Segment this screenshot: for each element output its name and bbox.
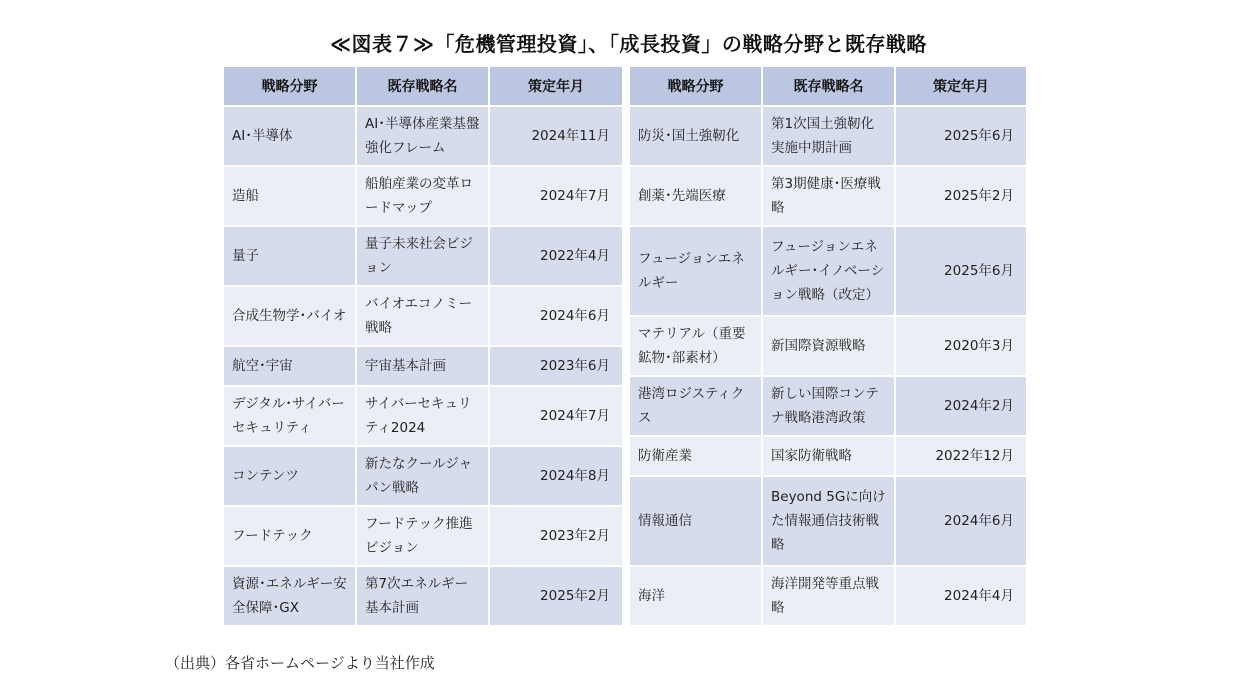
date-cell: 2024年6月 xyxy=(896,477,1026,565)
table-row xyxy=(224,347,622,385)
date-cell: 2025年6月 xyxy=(896,227,1026,315)
table-row xyxy=(630,227,1026,315)
strategy-cell: 新しい国際コンテナ戦略港湾政策 xyxy=(763,377,894,435)
table-row xyxy=(224,507,622,565)
strategy-cell: サイバーセキュリティ2024 xyxy=(357,387,488,445)
table-row xyxy=(630,167,1026,225)
date-cell: 2022年12月 xyxy=(896,437,1026,475)
table-row xyxy=(224,567,622,625)
table-row xyxy=(224,227,622,285)
date-cell: 2024年7月 xyxy=(490,167,622,225)
field-cell: 造船 xyxy=(224,167,355,225)
strategy-cell: 新たなクールジャパン戦略 xyxy=(357,447,488,505)
strategy-cell: 船舶産業の変革ロードマップ xyxy=(357,167,488,225)
field-cell: AI･半導体 xyxy=(224,107,355,165)
table-row xyxy=(630,317,1026,375)
header-field: 戦略分野 xyxy=(630,67,761,105)
strategy-cell: フュージョンエネルギー･イノベーション戦略（改定） xyxy=(763,227,894,315)
date-cell: 2020年3月 xyxy=(896,317,1026,375)
strategy-cell: 宇宙基本計画 xyxy=(357,347,488,385)
date-cell: 2023年6月 xyxy=(490,347,622,385)
field-cell: 防災･国土強靭化 xyxy=(630,107,761,165)
strategy-cell: 第1次国土強靭化実施中期計画 xyxy=(763,107,894,165)
header-strategy: 既存戦略名 xyxy=(763,67,894,105)
strategy-cell: AI･半導体産業基盤強化フレーム xyxy=(357,107,488,165)
header-strategy: 既存戦略名 xyxy=(357,67,488,105)
date-cell: 2024年6月 xyxy=(490,287,622,345)
strategy-cell: フードテック推進ビジョン xyxy=(357,507,488,565)
strategy-cell: Beyond 5Gに向けた情報通信技術戦略 xyxy=(763,477,894,565)
strategy-cell: 量子未来社会ビジョン xyxy=(357,227,488,285)
field-cell: コンテンツ xyxy=(224,447,355,505)
date-cell: 2024年7月 xyxy=(490,387,622,445)
table-row xyxy=(224,287,622,345)
table-header-row xyxy=(224,67,622,105)
figure-title: ≪図表７≫「危機管理投資」、「成長投資」の戦略分野と既存戦略 xyxy=(330,32,927,56)
table-row xyxy=(224,107,622,165)
date-cell: 2024年11月 xyxy=(490,107,622,165)
field-cell: フードテック xyxy=(224,507,355,565)
table-row xyxy=(630,107,1026,165)
table-row xyxy=(224,447,622,505)
field-cell: マテリアル（重要鉱物･部素材） xyxy=(630,317,761,375)
table-row xyxy=(630,477,1026,565)
header-field: 戦略分野 xyxy=(224,67,355,105)
field-cell: 情報通信 xyxy=(630,477,761,565)
date-cell: 2024年2月 xyxy=(896,377,1026,435)
table-row xyxy=(630,437,1026,475)
date-cell: 2024年8月 xyxy=(490,447,622,505)
header-date: 策定年月 xyxy=(896,67,1026,105)
strategy-cell: 新国際資源戦略 xyxy=(763,317,894,375)
field-cell: 創薬･先端医療 xyxy=(630,167,761,225)
date-cell: 2025年2月 xyxy=(896,167,1026,225)
table-header-row xyxy=(630,67,1026,105)
date-cell: 2023年2月 xyxy=(490,507,622,565)
table-row xyxy=(630,567,1026,625)
field-cell: 海洋 xyxy=(630,567,761,625)
table-row xyxy=(224,387,622,445)
strategy-table-right xyxy=(628,65,1028,627)
field-cell: デジタル･サイバーセキュリティ xyxy=(224,387,355,445)
field-cell: フュージョンエネルギー xyxy=(630,227,761,315)
date-cell: 2024年4月 xyxy=(896,567,1026,625)
strategy-table-left xyxy=(222,65,624,627)
strategy-cell: 第7次エネルギー基本計画 xyxy=(357,567,488,625)
field-cell: 港湾ロジスティクス xyxy=(630,377,761,435)
strategy-cell: 国家防衛戦略 xyxy=(763,437,894,475)
strategy-cell: 海洋開発等重点戦略 xyxy=(763,567,894,625)
table-row xyxy=(630,377,1026,435)
field-cell: 合成生物学･バイオ xyxy=(224,287,355,345)
table-row xyxy=(224,167,622,225)
field-cell: 量子 xyxy=(224,227,355,285)
field-cell: 資源･エネルギー安全保障･GX xyxy=(224,567,355,625)
source-note: （出典）各省ホームページより当社作成 xyxy=(165,654,435,672)
date-cell: 2025年2月 xyxy=(490,567,622,625)
strategy-cell: 第3期健康･医療戦略 xyxy=(763,167,894,225)
date-cell: 2025年6月 xyxy=(896,107,1026,165)
date-cell: 2022年4月 xyxy=(490,227,622,285)
header-date: 策定年月 xyxy=(490,67,622,105)
strategy-cell: バイオエコノミー戦略 xyxy=(357,287,488,345)
field-cell: 航空･宇宙 xyxy=(224,347,355,385)
field-cell: 防衛産業 xyxy=(630,437,761,475)
